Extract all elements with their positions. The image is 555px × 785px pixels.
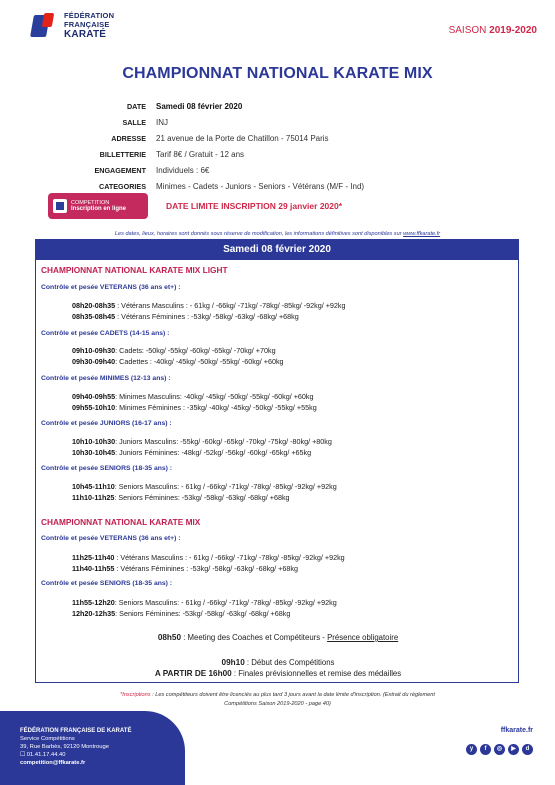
info-label: SALLE [122,117,146,127]
note-text-2: Compétitions Saison 2019-2020 - page 40) [224,701,331,707]
schedule-line: 09h10-09h30: Cadets: -50kg/ -55kg/ -60kg/ -65kg/ -70kg/ +70kg [72,346,276,355]
info-row-categories [0,178,555,194]
reg-button-line1: COMPETITION [71,199,110,206]
youtube-icon[interactable]: ▶ [508,744,519,755]
category-cadets: Contrôle et pesée CADETS (14-15 ans) : [41,330,170,337]
page-title: CHAMPIONNAT NATIONAL KARATE MIX [122,65,433,82]
meeting-line: 08h50 : Meeting des Coaches et Compétiteurs - Présence obligatoire [157,633,399,642]
category-veterans-2: Contrôle et pesée VETERANS (36 ans et+) : [41,535,181,542]
ffk-badge-icon [53,199,67,213]
note-marker: *Inscriptions [120,692,151,698]
logo-text [64,12,114,40]
footer-address: 39, Rue Barbès, 92120 Montrouge [20,744,109,750]
info-label: ENGAGEMENT [94,165,146,175]
event-info [0,98,555,194]
info-label: ADRESSE [111,133,146,143]
info-row-adresse [0,130,555,146]
facebook-icon[interactable]: f [480,744,491,755]
category-seniors-2: Contrôle et pesée SENIORS (18-35 ans) : [41,580,173,587]
info-label: CATEGORIES [99,181,146,191]
category-juniors: Contrôle et pesée JUNIORS (16-17 ans) : [41,420,172,427]
footer-email[interactable]: competition@ffkarate.fr [20,760,86,766]
info-value: Tarif 8€ / Gratuit - 12 ans [156,149,245,159]
schedule-line: 11h10-11h25: Seniors Féminines: -53kg/ -58kg/ -63kg/ -68kg/ +68kg [72,493,290,502]
schedule-line: 09h40-09h55: Minimes Masculins: -40kg/ -45kg/ -50kg/ -55kg/ -60kg/ +60kg [72,392,314,401]
ffk-logo [32,12,114,40]
category-minimes: Contrôle et pesée MINIMES (12-13 ans) : [41,375,171,382]
schedule-line: 11h40-11h55 : Vétérans Féminines : -53kg/ -58kg/ -63kg/ -68kg/ +68kg [72,564,298,573]
registration-deadline: DATE LIMITE INSCRIPTION 29 janvier 2020* [166,201,343,211]
twitter-icon[interactable]: y [466,744,477,755]
instagram-icon[interactable]: ◎ [494,744,505,755]
schedule-line: 11h25-11h40 : Vétérans Masculins : - 61kg / -66kg/ -71kg/ -78kg/ -85kg/ -92kg/ +92kg [72,553,345,562]
schedule-line: 10h45-11h10: Seniors Masculins: - 61kg / -66kg/ -71kg/ -78kg/ -85kg/ -92kg/ +92kg [72,482,337,491]
info-row-date [0,98,555,114]
section-title-mix: CHAMPIONNAT NATIONAL KARATE MIX [41,517,201,527]
ffkarate-link[interactable]: www.ffkarate.fr [403,231,441,237]
disclaimer [0,231,555,237]
info-row-salle [0,114,555,130]
section-title-mix-light: CHAMPIONNAT NATIONAL KARATE MIX LIGHT [41,265,228,275]
info-value: Minimes - Cadets - Juniors - Seniors - Vétérans (M/F - Ind) [156,181,365,191]
schedule-box [35,239,519,683]
season-prefix: SAISON [448,25,487,36]
season-value: 2019-2020 [489,25,537,36]
inscription-note [0,691,555,709]
disclaimer-text: Les dates, lieux, horaires sont donnés sous réserve de modification, les informations définitives sont disponibles sur [114,231,404,237]
schedule-line: 09h55-10h10: Minimes Féminines : -35kg/ -40kg/ -45kg/ -50kg/ -55kg/ +55kg [72,403,317,412]
schedule-line: 12h20-12h35: Seniors Féminines: -53kg/ -58kg/ -63kg/ -68kg/ +68kg [72,609,291,618]
category-seniors: Contrôle et pesée SENIORS (18-35 ans) : [41,465,173,472]
info-value: Samedi 08 février 2020 [156,101,243,111]
online-registration-button[interactable] [48,193,148,219]
logo-line-1: FÉDÉRATION [64,11,115,20]
footer-phone: ☐ 01.41.17.44.40 [20,752,66,758]
footer-org: FÉDÉRATION FRANÇAISE DE KARATÉ [20,728,132,734]
info-label: BILLETTERIE [99,149,146,159]
ffk-logo-icon [32,13,58,39]
schedule-line: 08h20-08h35 : Vétérans Masculins : - 61kg / -66kg/ -71kg/ -78kg/ -85kg/ -92kg/ +92kg [72,301,346,310]
schedule-line: 09h30-09h40: Cadettes : -40kg/ -45kg/ -50kg/ -55kg/ -60kg/ +60kg [72,357,284,366]
info-value: INJ [156,117,168,127]
footer-contact [20,727,131,767]
category-veterans: Contrôle et pesée VETERANS (36 ans et+) : [41,284,181,291]
schedule-line: 10h10-10h30: Juniors Masculins: -55kg/ -60kg/ -65kg/ -70kg/ -75kg/ -80kg/ +80kg [72,437,332,446]
registration-row [48,193,342,219]
reg-button-line2: Inscription en ligne [71,206,127,212]
schedule-line: 10h30-10h45: Juniors Féminines: -48kg/ -52kg/ -56kg/ -60kg/ -65kg/ +65kg [72,448,312,457]
schedule-day: Samedi 08 février 2020 [36,240,518,260]
info-row-billetterie [0,146,555,162]
info-value: 21 avenue de la Porte de Chatillon - 75014 Paris [156,133,329,143]
dailymotion-icon[interactable]: d [522,744,533,755]
footer-service: Service Compétitions [20,736,75,742]
season-label [449,25,537,36]
social-icons [463,744,533,755]
logo-line-2: FRANÇAISE [64,19,110,29]
start-line: 09h10 : Début des Compétitions [221,658,335,667]
logo-line-3: KARATÉ [64,29,107,40]
footer-site-link[interactable]: ffkarate.fr [500,727,533,734]
info-label: DATE [126,101,146,111]
info-row-engagement [0,162,555,178]
info-value: Individuels : 6€ [156,165,210,175]
finals-line: A PARTIR DE 16h00 : Finales prévisionnelles et remise des médailles [154,669,402,678]
schedule-line: 11h55-12h20: Seniors Masculins: - 61kg / -66kg/ -71kg/ -78kg/ -85kg/ -92kg/ +92kg [72,598,337,607]
note-text-1: : Les compétiteurs doivent être licenciés au plus tard 3 jours avant la date limite d'inscription. (Extrait du règlement [150,692,435,698]
schedule-line: 08h35-08h45 : Vétérans Féminines : -53kg/ -58kg/ -63kg/ -68kg/ +68kg [72,312,299,321]
